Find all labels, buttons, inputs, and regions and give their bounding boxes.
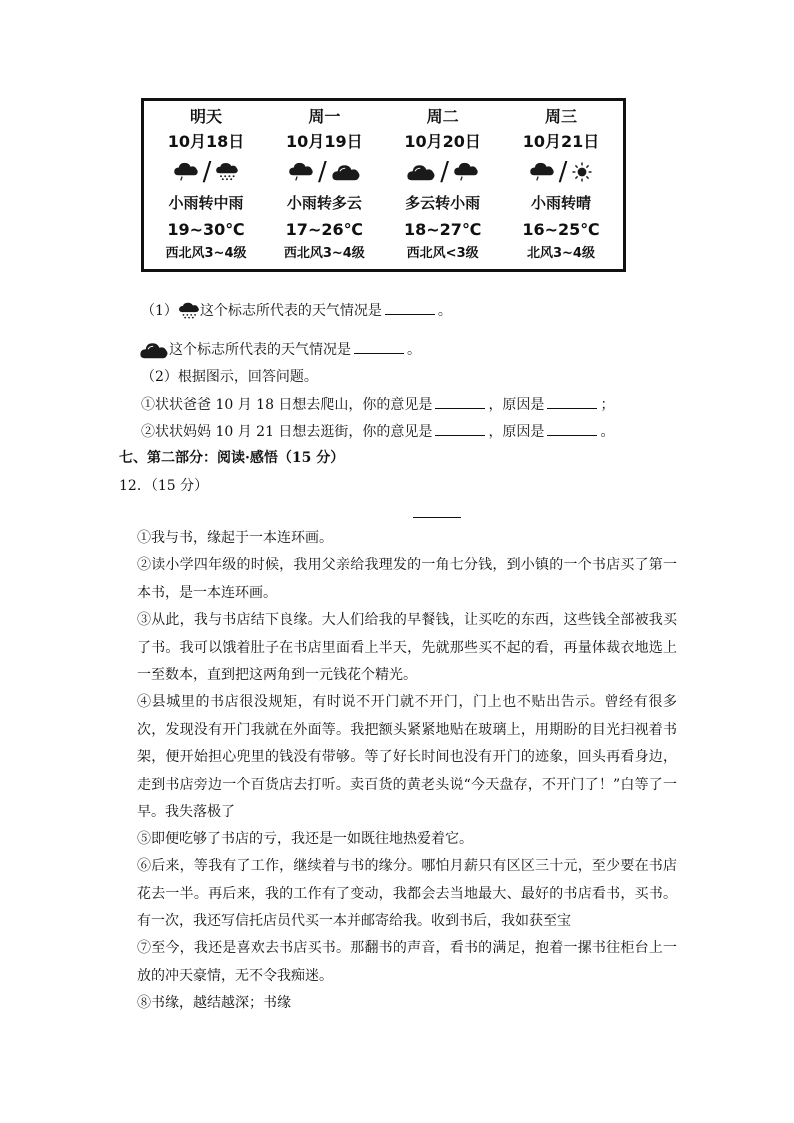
answer-blank[interactable] xyxy=(385,300,435,315)
cloud-rain-icon xyxy=(173,161,199,183)
question-2-2: ②状状妈妈 10 月 21 日想去逛街，你的意见是 ，原因是 。 xyxy=(141,421,614,442)
forecast-day-label: 周一 xyxy=(308,107,341,126)
answer-blank[interactable] xyxy=(435,421,485,436)
weather-forecast-panel xyxy=(141,98,626,272)
forecast-icons: / xyxy=(529,155,594,189)
section-title: 七、第二部分：阅读·感悟（15 分） xyxy=(119,450,345,466)
forecast-date: 10月20日 xyxy=(404,132,481,151)
forecast-temperature: 17~26℃ xyxy=(285,220,363,239)
question-2-title: （2）根据图示，回答问题。 xyxy=(141,369,318,385)
cloud-icon xyxy=(139,339,169,361)
paragraph-6: ⑥后来，等我有了工作，继续着与书的缘分。哪怕月薪只有区区三十元，至少要在书店花去一半。再后来，我的工作有了变动，我都会去当地最大、最好的书店看书，买书。有一次，我还写信托店员代买一本并邮寄给我。收到书后，我如获至宝 xyxy=(137,858,677,929)
paragraph-8: ⑧书缘，越结越深；书缘 xyxy=(137,995,291,1011)
paragraph-7: ⑦至今，我还是喜欢去书店买书。那翻书的声音，看书的满足，抱着一摞书往柜台上一放的冲天豪情，无不令我痴迷。 xyxy=(137,940,677,984)
question-1b-text: 这个标志所代表的天气情况是 xyxy=(169,342,351,358)
paragraph-2: ②读小学四年级的时候，我用父亲给我理发的一角七分钱，到小镇的一个书店买了第一本书，是一本连环画。 xyxy=(137,557,677,601)
sun-icon xyxy=(571,161,593,183)
forecast-wind: 西北风3~4级 xyxy=(165,246,247,261)
forecast-wind: 西北风<3级 xyxy=(406,246,479,261)
paragraph-4: ④县城里的书店很没规矩，有时说不开门就不开门，门上也不贴出告示。曾经有很多次，发现没有开门我就在外面等。我把额头紧紧地贴在玻璃上，用期盼的目光扫视着书架，便开始担心兜里的钱没有带够。等了好长时间也没有开门的迹象，回头再看身边，走到书店旁边一个百货店去打听。卖百货的黄老头说“今天盘存，不开门了！”白等了一早。我失落极了 xyxy=(137,694,677,820)
forecast-day-3 xyxy=(387,105,499,269)
cloud-rain-icon xyxy=(529,161,555,183)
forecast-day-label: 周三 xyxy=(544,107,577,126)
question-1: （1） 这个标志所代表的天气情况是 。 xyxy=(141,300,452,321)
answer-blank[interactable] xyxy=(547,394,597,409)
forecast-date: 10月19日 xyxy=(286,132,363,151)
forecast-date: 10月18日 xyxy=(167,132,245,151)
cloud-heavy-rain-icon xyxy=(215,161,239,183)
answer-blank[interactable] xyxy=(354,339,404,354)
forecast-icons: / xyxy=(406,155,479,189)
answer-blank[interactable] xyxy=(547,421,597,436)
paragraph-1: ①我与书，缘起于一本连环画。 xyxy=(137,530,333,546)
cloud-icon xyxy=(331,161,361,183)
question-2-1: ①状状爸爸 10 月 18 日想去爬山，你的意见是 ，原因是 ； xyxy=(141,394,614,415)
forecast-temperature: 16~25℃ xyxy=(522,220,600,239)
forecast-day-2 xyxy=(268,105,380,269)
forecast-condition: 小雨转晴 xyxy=(530,194,591,212)
question-1-text: 这个标志所代表的天气情况是 xyxy=(199,303,382,319)
cloud-rain-icon xyxy=(453,161,479,183)
question-1b: 这个标志所代表的天气情况是 。 xyxy=(139,339,421,361)
forecast-date: 10月21日 xyxy=(522,132,600,151)
forecast-icons: / xyxy=(173,155,240,189)
cloud-icon xyxy=(406,161,436,183)
forecast-temperature: 18~27℃ xyxy=(404,220,482,239)
forecast-day-4 xyxy=(505,105,617,269)
question-2-2-text: ②状状妈妈 10 月 21 日想去逛街，你的意见是 xyxy=(141,424,433,440)
question-number: 12．（15 分） xyxy=(119,478,209,494)
cloud-heavy-rain-icon xyxy=(178,302,200,320)
cloud-rain-icon xyxy=(288,161,314,183)
forecast-condition: 小雨转中雨 xyxy=(168,194,244,212)
forecast-day-label: 周二 xyxy=(426,107,459,126)
forecast-condition: 小雨转多云 xyxy=(286,194,362,212)
forecast-wind: 西北风3~4级 xyxy=(283,246,365,261)
forecast-condition: 多云转小雨 xyxy=(405,194,481,212)
forecast-day-1 xyxy=(150,105,262,269)
paragraph-5: ⑤即便吃够了书店的亏，我还是一如既往地热爱着它。 xyxy=(137,831,473,847)
question-2-1-text: ①状状爸爸 10 月 18 日想去爬山，你的意见是 xyxy=(141,397,433,413)
forecast-temperature: 19~30℃ xyxy=(167,220,245,239)
forecast-icons: / xyxy=(288,155,361,189)
question-1-number: （1） xyxy=(141,303,178,319)
forecast-day-label: 明天 xyxy=(189,107,222,126)
answer-blank[interactable] xyxy=(435,394,485,409)
passage-title-blank[interactable] xyxy=(413,517,461,518)
paragraph-3: ③从此，我与书店结下良缘。大人们给我的早餐钱，让买吃的东西，这些钱全部被我买了书。我可以饿着肚子在书店里面看上半天，先就那些买不起的看，再量体裁衣地选上一至数本，直到把这两角到一元钱花个精光。 xyxy=(137,612,677,683)
forecast-wind: 北风3~4级 xyxy=(526,246,595,261)
